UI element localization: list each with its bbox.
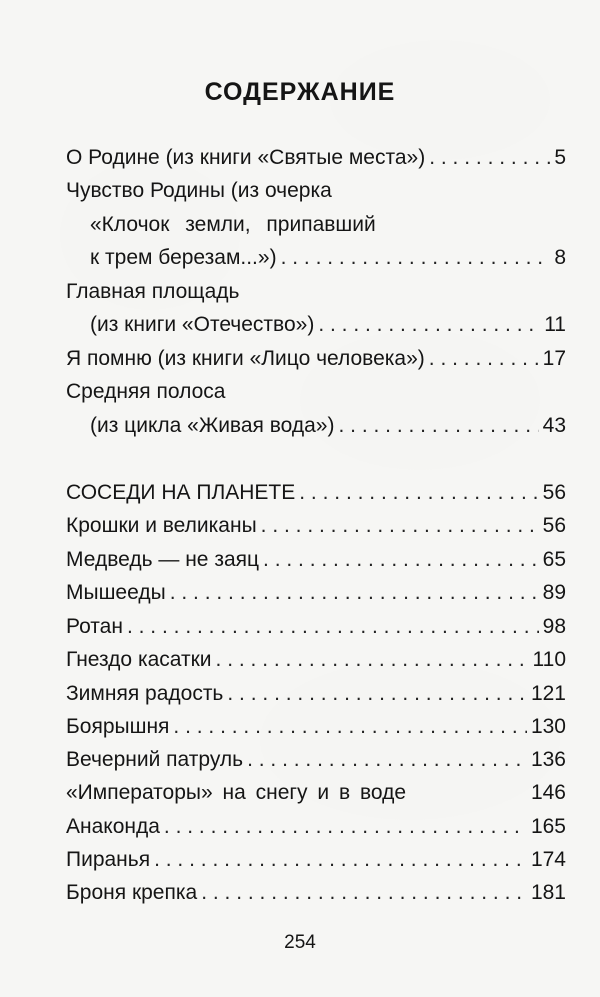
toc-entry-page: 43 xyxy=(542,414,566,437)
toc-entry[interactable] xyxy=(66,545,566,575)
toc-entry[interactable] xyxy=(66,778,566,808)
toc-entry-title: Чувство Родины (из очерка xyxy=(66,179,332,202)
toc-entry[interactable] xyxy=(66,679,566,709)
toc-entry-title: (из цикла «Живая вода») xyxy=(90,414,335,437)
toc-leader-dots xyxy=(429,344,539,374)
toc-leader-dots xyxy=(170,578,539,608)
toc-entry-page: 5 xyxy=(554,146,566,169)
toc-leader-dots xyxy=(281,243,551,273)
toc-entry-page: 130 xyxy=(530,715,566,738)
toc-section-entry[interactable] xyxy=(66,478,566,508)
toc-entry-page: 56 xyxy=(542,481,566,504)
toc-entry-page: 165 xyxy=(530,815,566,838)
toc-entry-title: Я помню (из книги «Лицо человека») xyxy=(66,347,425,370)
toc-leader-dots xyxy=(216,645,529,675)
toc-leader-dots xyxy=(127,612,539,642)
toc-entry-title: Пиранья xyxy=(66,848,151,871)
toc-entry-page: 146 xyxy=(530,781,566,804)
toc-entry[interactable] xyxy=(66,143,566,173)
toc-entry-page: 89 xyxy=(542,581,566,604)
toc-entry-title: Ротан xyxy=(66,615,123,638)
toc-entry[interactable] xyxy=(90,210,566,240)
toc-entry[interactable] xyxy=(66,745,566,775)
toc-entry[interactable] xyxy=(66,176,566,206)
toc-leader-dots xyxy=(164,812,527,842)
toc-entry-title: Крошки и великаны xyxy=(66,514,257,537)
toc-entry-page: 56 xyxy=(542,514,566,537)
toc-entry[interactable] xyxy=(66,878,566,908)
toc-entry[interactable] xyxy=(90,243,566,273)
toc-entry-title: Вечерний патруль xyxy=(66,748,244,771)
toc-entry[interactable] xyxy=(66,845,566,875)
toc-entry-title: Медведь — не заяц xyxy=(66,548,260,571)
toc-entry[interactable] xyxy=(90,411,566,441)
toc-section-title: СОСЕДИ НА ПЛАНЕТЕ xyxy=(66,481,296,504)
toc-entry-page: 17 xyxy=(542,347,566,370)
toc-entry[interactable] xyxy=(66,812,566,842)
toc-entry-title: «Императоры» на снегу и в воде xyxy=(66,781,407,804)
page-number: 254 xyxy=(284,932,316,953)
toc-entry-page: 110 xyxy=(532,648,566,671)
toc-entry-title: Боярышня xyxy=(66,715,170,738)
page-title: СОДЕРЖАНИЕ xyxy=(204,78,396,106)
toc-entry-page: 121 xyxy=(530,682,566,705)
toc-entry[interactable] xyxy=(66,645,566,675)
toc-entry-title: Гнездо касатки xyxy=(66,648,212,671)
toc-leader-dots xyxy=(299,478,538,508)
toc-entry-title: Зимняя радость xyxy=(66,682,224,705)
toc-entry[interactable] xyxy=(66,344,566,374)
toc-entry[interactable] xyxy=(66,578,566,608)
toc-entry-title: (из книги «Отечество») xyxy=(90,313,315,336)
toc-entry[interactable] xyxy=(66,377,566,407)
toc-entry[interactable] xyxy=(66,612,566,642)
toc-entry-title: Броня крепка xyxy=(66,881,198,904)
toc-entry-page: 98 xyxy=(542,615,566,638)
toc-leader-dots xyxy=(263,545,539,575)
toc-entry-title: Средняя полоса xyxy=(66,380,226,403)
toc-entry[interactable] xyxy=(66,712,566,742)
toc-leader-dots xyxy=(173,712,527,742)
toc-leader-dots xyxy=(201,878,527,908)
toc-entry-title: Мышееды xyxy=(66,581,166,604)
toc-leader-dots xyxy=(154,845,527,875)
toc-entry-title: Анаконда xyxy=(66,815,160,838)
toc-leader-dots xyxy=(261,511,539,541)
toc-entry-title: к трем березам...») xyxy=(90,246,277,269)
toc-leader-dots xyxy=(429,143,550,173)
toc-entry-page: 136 xyxy=(530,748,566,771)
toc-entry-page: 181 xyxy=(530,881,566,904)
toc-leader-dots xyxy=(247,745,527,775)
toc-entry[interactable] xyxy=(66,511,566,541)
toc-entry[interactable] xyxy=(66,277,566,307)
toc-entry-title: «Клочок земли, припавший xyxy=(90,213,376,236)
toc-leader-dots xyxy=(227,679,527,709)
toc-entry[interactable] xyxy=(90,310,566,340)
toc-entry-title: Главная площадь xyxy=(66,280,240,303)
toc-leader-dots xyxy=(318,310,540,340)
toc-entry-page: 65 xyxy=(542,548,566,571)
toc-entry-title: О Родине (из книги «Святые места») xyxy=(66,146,426,169)
toc-entry-page: 174 xyxy=(530,848,566,871)
toc-entry-page: 8 xyxy=(554,246,566,269)
toc-entry-page: 11 xyxy=(544,313,566,336)
toc-leader-dots xyxy=(338,411,538,441)
